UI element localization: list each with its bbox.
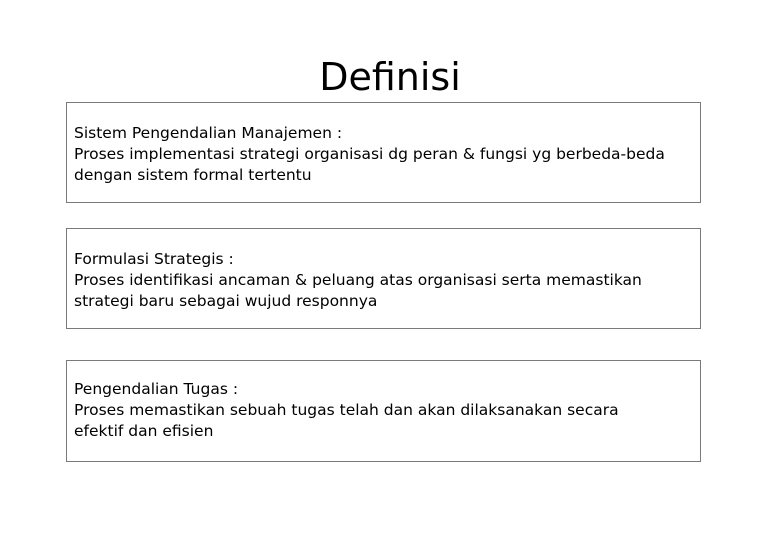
definition-text xyxy=(74,249,694,312)
definition-line: efektif dan efisien xyxy=(74,422,214,440)
definition-term: Pengendalian Tugas : xyxy=(74,380,239,398)
definition-line: Proses memastikan sebuah tugas telah dan akan dilaksanakan secara xyxy=(74,401,619,419)
definition-box-sistem-pengendalian-manajemen xyxy=(66,102,701,203)
definition-box-formulasi-strategis xyxy=(66,228,701,329)
definition-box-pengendalian-tugas xyxy=(66,360,701,462)
definition-line: Proses implementasi strategi organisasi dg peran & fungsi yg berbeda-beda xyxy=(74,145,665,163)
definition-term: Sistem Pengendalian Manajemen : xyxy=(74,124,343,142)
definition-text xyxy=(74,123,694,186)
definition-term: Formulasi Strategis : xyxy=(74,250,234,268)
definition-line: Proses identifikasi ancaman & peluang atas organisasi serta memastikan xyxy=(74,271,642,289)
page-title: Definisi xyxy=(319,55,461,100)
definition-line: strategi baru sebagai wujud responnya xyxy=(74,292,378,310)
definition-text xyxy=(74,379,694,442)
definition-line: dengan sistem formal tertentu xyxy=(74,166,312,184)
